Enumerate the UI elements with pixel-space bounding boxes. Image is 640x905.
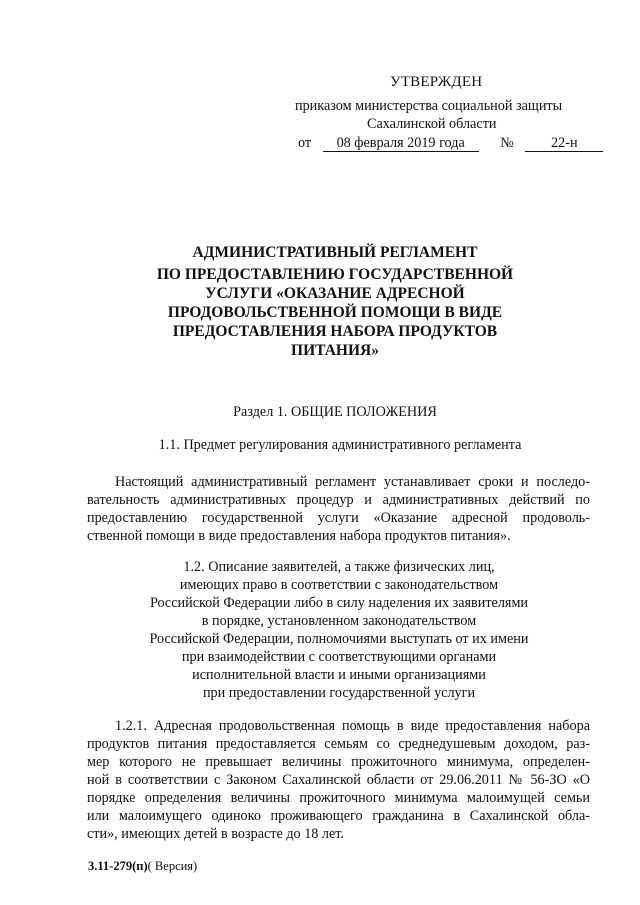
- subsection-1-2-line-6: при взаимодействии с соответствующими органами: [181, 649, 497, 665]
- paragraph-line: сти», имеющих детей в возрасте до 18 лет.: [87, 826, 344, 842]
- subsection-1-2-line-3: Российской Федерации либо в силу наделения их заявителями: [149, 595, 529, 611]
- subsection-1-2-line-8: при предоставлении государственной услуги: [202, 685, 476, 701]
- document-footer: [88, 858, 197, 876]
- paragraph-line: предоставлению государственной услуги «Оказание адресной продоволь-: [87, 510, 590, 526]
- paragraph-line: 1.2.1. Адресная продовольственная помощь в виде предоставления набора: [115, 718, 590, 734]
- from-label: от: [298, 135, 312, 151]
- approval-date: 08 февраля 2019 года: [323, 136, 479, 152]
- section-heading: Раздел 1. ОБЩИЕ ПОЛОЖЕНИЯ: [233, 404, 437, 420]
- title-line-4: ПРОДОВОЛЬСТВЕННОЙ ПОМОЩИ В ВИДЕ: [167, 304, 503, 321]
- paragraph-line: ной в соответствии с Законом Сахалинской области от 29.06.2011 № 56-ЗО «О: [87, 772, 590, 788]
- approval-date-line: [298, 135, 603, 153]
- document-version: ( Версия): [147, 859, 198, 873]
- document-code: 3.11-279(п): [88, 859, 148, 873]
- title-line-5: ПРЕДОСТАВЛЕНИЯ НАБОРА ПРОДУКТОВ: [172, 323, 498, 340]
- paragraph-line: вательность административных процедур и административных действий по: [87, 492, 590, 508]
- approval-region-line: Сахалинской области: [367, 116, 497, 132]
- approval-number: 22-н: [525, 136, 603, 152]
- title-line-6: ПИТАНИЯ»: [291, 342, 379, 359]
- paragraph-line: порядке определения величины прожиточного минимума малоимущей семьи: [87, 790, 590, 806]
- subsection-1-2-line-7: исполнительной власти и иными организациями: [192, 667, 486, 683]
- paragraph-line: продуктов питания предоставляется семьям со среднедушевым доходом, раз-: [87, 736, 590, 752]
- title-line-1: АДМИНИСТРАТИВНЫЙ РЕГЛАМЕНТ: [192, 244, 478, 261]
- subsection-1-2-line-4: в порядке, установленном законодательством: [201, 613, 477, 629]
- title-line-2: ПО ПРЕДОСТАВЛЕНИЮ ГОСУДАРСТВЕННОЙ: [156, 266, 514, 283]
- paragraph-line: ственной помощи в виде предоставления набора продуктов питания».: [87, 528, 511, 544]
- number-label: №: [500, 135, 514, 151]
- title-line-3: УСЛУГИ «ОКАЗАНИЕ АДРЕСНОЙ: [205, 285, 465, 302]
- paragraph-1: [87, 474, 590, 546]
- subsection-1-1-heading: 1.1. Предмет регулирования административного регламента: [158, 437, 522, 453]
- approval-title: УТВЕРЖДЕН: [390, 74, 483, 90]
- subsection-1-2-line-1: 1.2. Описание заявителей, а также физических лиц,: [183, 559, 495, 575]
- approval-order-line: приказом министерства социальной защиты: [295, 98, 563, 114]
- subsection-1-2-line-2: имеющих право в соответствии с законодательством: [179, 577, 499, 593]
- paragraph-line: Настоящий административный регламент устанавливает сроки и последо-: [115, 474, 590, 490]
- paragraph-2: [87, 718, 590, 844]
- paragraph-line: мер которого не превышает величины прожиточного минимума, определен-: [87, 754, 590, 770]
- subsection-1-2-line-5: Российской Федерации, полномочиями выступать от их имени: [149, 631, 529, 647]
- paragraph-line: или малоимущего одиноко проживающего гражданина в Сахалинской обла-: [87, 808, 590, 824]
